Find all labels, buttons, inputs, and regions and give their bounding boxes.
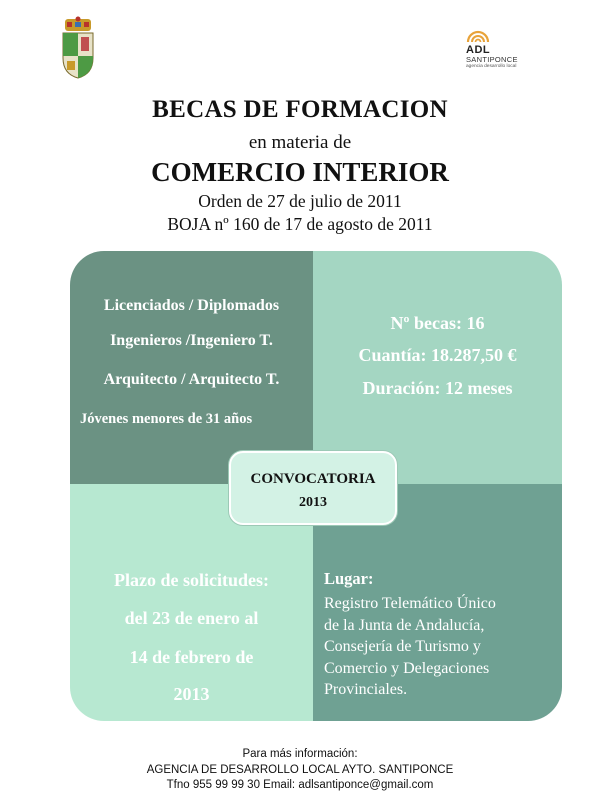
location-heading: Lugar:: [324, 569, 374, 588]
grant-details-quadrant: [313, 251, 562, 484]
page-title: BECAS DE FORMACION: [152, 96, 448, 123]
eligibility-line: Licenciados / Diplomados: [103, 297, 280, 314]
convocatoria-badge: [229, 451, 397, 525]
adl-tagline: agencia desarrollo local: [466, 64, 517, 69]
deadline-line: Plazo de solicitudes:: [114, 570, 269, 590]
adl-town: SANTIPONCE: [466, 55, 518, 64]
convocatoria-label: CONVOCATORIA: [250, 471, 376, 487]
grant-duration: Duración: 12 meses: [362, 378, 513, 398]
location-line: Consejería de Turismo y: [324, 638, 481, 655]
order-reference: Orden de 27 de julio de 2011: [198, 191, 402, 211]
adl-brand: ADL: [466, 44, 491, 56]
convocatoria-year: 2013: [299, 495, 327, 510]
location-line: Comercio y Delegaciones: [324, 659, 490, 677]
deadline-line: 2013: [173, 684, 210, 704]
deadline-line: del 23 de enero al: [124, 608, 259, 628]
page-subtitle: en materia de: [248, 132, 352, 153]
coat-of-arms-icon: [60, 16, 96, 80]
grant-count: Nº becas: 16: [390, 313, 485, 333]
grant-amount: Cuantía: 18.287,50 €: [358, 345, 517, 365]
footer-info-heading: Para más información:: [242, 748, 358, 760]
eligibility-quadrant: [70, 251, 313, 484]
location-line: Provinciales.: [324, 681, 408, 698]
eligibility-line: Ingenieros /Ingeniero T.: [110, 332, 273, 349]
location-line: Registro Telemático Único: [324, 595, 496, 612]
location-text: [324, 593, 496, 701]
deadline-line: 14 de febrero de: [129, 647, 254, 667]
boja-reference: BOJA nº 160 de 17 de agosto de 2011: [167, 214, 433, 234]
footer-organization: AGENCIA DE DESARROLLO LOCAL AYTO. SANTIPONCE: [146, 764, 454, 776]
adl-logo-text: [466, 44, 518, 69]
age-requirement: Jóvenes menores de 31 años: [80, 411, 253, 427]
location-line: de la Junta de Andalucía,: [324, 616, 485, 634]
eligibility-line: Arquitecto / Arquitecto T.: [103, 371, 280, 388]
topic-heading: COMERCIO INTERIOR: [151, 157, 449, 187]
footer-contact: Tfno 955 99 99 30 Email: adlsantiponce@gmail.com: [166, 779, 434, 791]
